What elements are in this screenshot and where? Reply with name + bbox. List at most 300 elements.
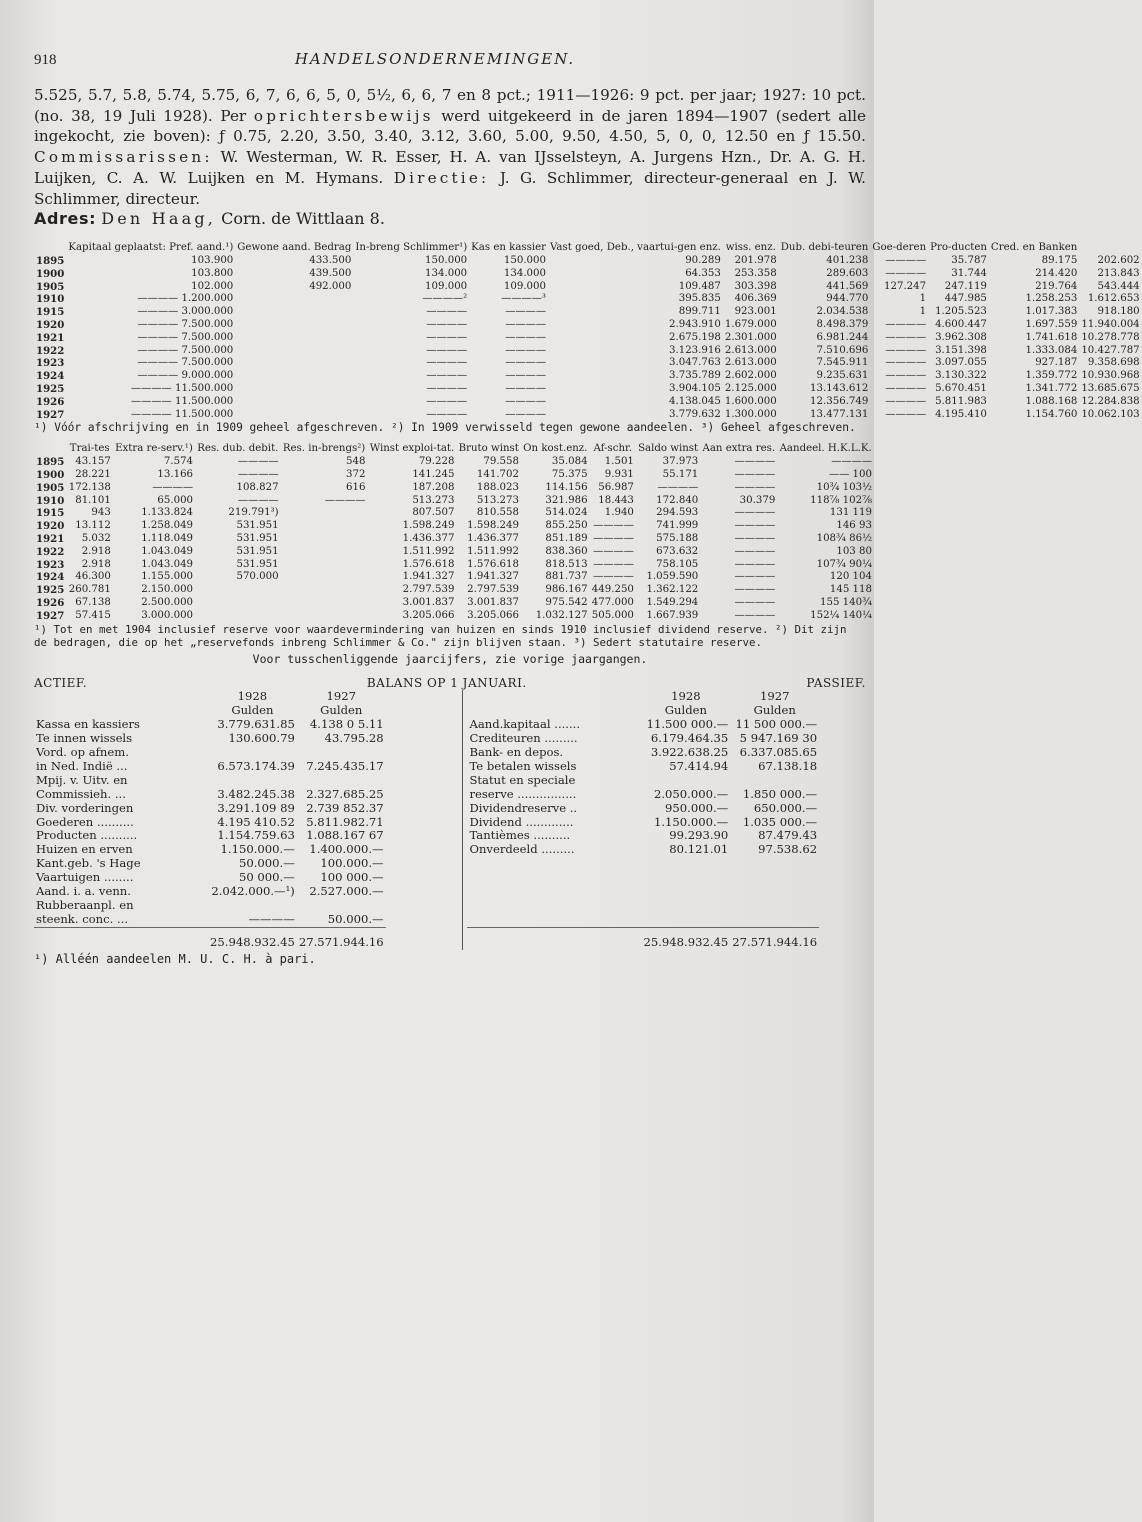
table-cell: 807.507 (412, 507, 455, 519)
table-row (34, 495, 874, 508)
passiva-cell: Dividend ............. (469, 814, 574, 829)
table-cell: 4.195.410 (935, 408, 987, 420)
table-cell: 1.359.772 (1025, 370, 1078, 382)
table-cell: 3.779.632 (669, 408, 721, 420)
table-cell: 188.023 (476, 481, 520, 493)
table-cell: ———— (734, 468, 776, 480)
passiva-cell: 6.179.464.35 (650, 731, 729, 746)
table-cell: 3.735.789 (669, 370, 721, 382)
table-cell: 2.301.000 (724, 331, 777, 343)
table-cell: 3.205.066 (402, 609, 455, 621)
table-cell: 2.918 (81, 558, 111, 570)
activa-row (34, 732, 386, 746)
activa-cell (297, 774, 386, 788)
table-cell (281, 597, 368, 610)
table-cell: ———— (505, 357, 547, 369)
table-cell: 109.000 (425, 280, 468, 292)
table-cell: ———— (734, 481, 776, 493)
table-cell: 447.985 (944, 293, 987, 305)
table-cell: ———— (734, 571, 776, 583)
capital-col-header (34, 242, 66, 255)
table-cell: 492.000 (309, 280, 352, 292)
table-cell: 2.125.000 (724, 382, 777, 394)
activa-row (34, 871, 386, 885)
table-cell: 531.951 (236, 532, 279, 544)
table-cell (235, 319, 353, 332)
intro-text-3: W. Westerman, W. R. Esser, H. A. van IJsselsteyn, A. Jurgens Hzn., Dr. A. G. H. Luijken, C. A. W. Luijken en M. Hymans. (34, 148, 866, 187)
table-row (34, 409, 1142, 422)
activa-total-1928: 25.948.932.45 (208, 927, 297, 949)
table-cell: 303.398 (734, 280, 777, 292)
table-cell: 35.084 (551, 456, 588, 468)
table-cell: 107¾ 90¼ (816, 558, 872, 570)
table-cell (235, 357, 353, 370)
passiva-cell: 5 947.169 30 (739, 731, 818, 746)
table-cell: ———— (885, 267, 927, 279)
table-cell: ———— (426, 408, 468, 420)
table-cell (235, 293, 353, 306)
table-cell (235, 332, 353, 345)
passiva-cell: 87.479.43 (758, 828, 818, 843)
activa-cell: Huizen en erven (36, 842, 133, 857)
table-cell: 1921 (36, 532, 65, 545)
passiva-cell: 2.050.000.— (653, 786, 729, 801)
activa-row (34, 788, 386, 802)
table-cell: 9.358.698 (1087, 357, 1140, 369)
table-cell: 12.356.749 (810, 395, 869, 407)
table-cell (235, 345, 353, 358)
table-cell: ———— (885, 408, 927, 420)
activa-cell: 50.000.— (327, 911, 384, 926)
passiva-unit-1928: Gulden (664, 703, 707, 718)
table-cell: 1924 (36, 571, 65, 584)
intro-text-2: werd uitgekeerd in de jaren 1894—1907 (sedert alle ingekocht, zie boven): ƒ 0.75, 2.20, 3.50, 3.40, 3.12, 3.60, 5.00, 9.50, 4.50, 5, 0, 0, 12.50 en ƒ 15.50. (34, 106, 866, 146)
table-cell: 172.840 (656, 494, 699, 506)
table-cell: 103.800 (191, 267, 234, 279)
passiva-unit-header (467, 704, 819, 718)
table-cell: 1 (919, 306, 927, 318)
table-cell: 3.962.308 (935, 331, 987, 343)
table-row (34, 396, 1142, 409)
passiva-year-1928: 1928 (671, 689, 701, 704)
table-cell: 56.987 (598, 481, 634, 493)
table-cell: 3.151.398 (935, 344, 987, 356)
table-row (34, 559, 874, 572)
table-cell: 543.444 (1097, 280, 1140, 292)
table-cell: 219.791³) (228, 507, 279, 519)
activa-unit-1927: Gulden (320, 703, 363, 718)
table-cell: 3.130.322 (935, 370, 987, 382)
table-cell: 201.978 (734, 255, 777, 267)
table-cell: 7.545.911 (816, 357, 869, 369)
table-cell: 43.157 (75, 456, 111, 468)
activa-cell: Rubberaanpl. en (36, 897, 134, 912)
table-cell: 213.843 (1097, 267, 1140, 279)
table-cell: 927.187 (1035, 357, 1078, 369)
table-cell: 37.973 (662, 456, 699, 468)
table-cell: 477.000 (591, 596, 634, 608)
table-cell: 1.133.824 (141, 507, 194, 519)
activa-cell: Vaartuigen ........ (36, 870, 134, 885)
table-cell: 118⅞ 102⅞ (810, 494, 872, 506)
table-cell: 65.000 (157, 494, 194, 506)
table-cell: 923.001 (734, 306, 777, 318)
passiva-cell: 99.293.90 (669, 828, 729, 843)
table-cell: 1926 (36, 395, 65, 408)
table-cell: 441.569 (826, 280, 869, 292)
passiva-row (467, 760, 819, 774)
table-cell: 1910 (36, 494, 65, 507)
table-cell: 1 (919, 293, 927, 305)
table-cell: 4.138.045 (669, 395, 721, 407)
table-cell: ———— (505, 408, 547, 420)
table-cell: 2.918 (81, 545, 111, 557)
activa-cell: 50 000.— (238, 870, 295, 885)
table-cell: 64.353 (685, 267, 721, 279)
table-cell: 1.612.653 (1087, 293, 1140, 305)
activa-cell: 130.600.79 (228, 731, 295, 746)
table-cell: 1.088.168 (1025, 395, 1078, 407)
table-cell: 9.235.631 (816, 370, 869, 382)
table-cell: 253.358 (734, 267, 777, 279)
table-cell: 150.000 (503, 255, 547, 267)
table-cell: 131 119 (829, 507, 872, 519)
table-cell: 1905 (36, 280, 65, 293)
table-cell: ———— 9.000.000 (137, 370, 234, 382)
table-cell: 5.811.983 (935, 395, 987, 407)
table-cell: 260.781 (68, 584, 111, 596)
table-cell: 1900 (36, 267, 65, 280)
activa-row (34, 857, 386, 871)
passiva-unit-1927: Gulden (753, 703, 796, 718)
table-cell: 944.770 (826, 293, 869, 305)
activa-row (34, 913, 386, 927)
intro-paragraph (34, 85, 866, 209)
activa-cell: 2.042.000.—¹) (211, 884, 295, 899)
table-cell: 2.602.000 (724, 370, 777, 382)
table-cell: 2.943.910 (669, 319, 721, 330)
activa-totals (34, 927, 386, 949)
table-cell: ———— (734, 609, 776, 621)
intermediate-years-note: Voor tusschenliggende jaarcijfers, zie vorige jaargangen. (252, 652, 648, 667)
table-cell: 219.764 (1035, 280, 1078, 292)
table-row (34, 383, 1142, 396)
passiva-cell: 950.000.— (665, 800, 729, 815)
table-cell: ———— (734, 520, 776, 532)
activa-cell: 7.245.435.17 (306, 758, 384, 773)
table-row (34, 319, 1142, 332)
table-row (34, 268, 1142, 281)
table-cell: 57.415 (75, 609, 111, 621)
table-cell: 1.576.618 (467, 558, 520, 570)
table-row (34, 584, 874, 597)
profit-col-header: Saldo winst (638, 443, 699, 455)
activa-rows (34, 718, 386, 927)
table-cell: 150.000 (425, 255, 468, 267)
table-cell: ———— (734, 532, 776, 544)
table-cell: ———— (885, 331, 927, 343)
table-cell: 1922 (36, 344, 65, 357)
table-cell: ———— (237, 468, 279, 480)
table-cell: 1.205.523 (935, 306, 987, 318)
table-cell: 505.000 (591, 609, 634, 621)
table-cell: ———— (734, 545, 776, 557)
table-cell: 531.951 (236, 558, 279, 570)
table-cell (281, 546, 368, 559)
table-cell: ————³ (501, 293, 547, 305)
address-street: Corn. de Wittlaan 8. (221, 209, 385, 229)
table-row (34, 507, 874, 520)
table-cell: 28.221 (75, 468, 111, 480)
table-row (34, 293, 1142, 306)
passiva-totals (467, 928, 819, 950)
activa-row (34, 816, 386, 830)
intro-oprichters: oprichtersbewijs (253, 106, 434, 125)
balance-footnote: ¹) Alléén aandeelen M. U. C. H. à pari. (34, 952, 316, 967)
table-cell: 35.787 (951, 255, 987, 267)
table-cell: ———— (426, 395, 468, 407)
table-cell: 1.941.327 (467, 571, 520, 583)
table-cell: ———— 11.500.000 (130, 408, 234, 420)
table-cell: ———— (885, 357, 927, 369)
page-number: 918 (34, 52, 57, 68)
table-cell: 1.436.377 (402, 532, 455, 544)
table-cell: 1.258.049 (141, 520, 194, 532)
table-cell: 12.284.838 (1081, 395, 1140, 407)
table-cell: 395.835 (678, 293, 721, 305)
activa-year-1928: 1928 (237, 689, 268, 704)
table-row (34, 332, 1142, 345)
profit-col-header: Aandeel. H.K.L.K. (779, 443, 872, 455)
table-cell: 1.679.000 (724, 319, 777, 330)
table-row (34, 520, 874, 533)
table-row (34, 345, 1142, 358)
table-cell: 202.602 (1097, 255, 1140, 267)
table-row (34, 482, 874, 495)
profit-col-header: On kost.enz. (523, 443, 588, 455)
table-cell: ———— (324, 494, 366, 506)
table-row (34, 610, 874, 623)
table-cell: ———— (593, 571, 634, 583)
table-cell: 3.123.916 (669, 344, 721, 356)
page-header (34, 50, 866, 69)
profit-table-body (34, 456, 874, 622)
activa-cell: 1.150.000.— (220, 842, 295, 857)
activa-cell: 4.138 0 5.11 (309, 717, 384, 732)
table-cell: 134.000 (425, 267, 468, 279)
activa-cell (297, 746, 386, 760)
table-cell: 1915 (36, 507, 65, 520)
table-cell: 3.001.837 (402, 596, 455, 608)
table-cell: ———— (426, 357, 468, 369)
table-cell: 146 93 (836, 520, 872, 532)
activa-total-1927: 27.571.944.16 (297, 927, 386, 949)
passiva-row (467, 788, 819, 802)
table-cell: 10.427.787 (1081, 344, 1140, 356)
table-cell: 1.043.049 (141, 545, 194, 557)
passiva-cell: Crediteuren ......... (469, 731, 578, 746)
activa-cell: 50.000.— (238, 856, 295, 871)
table-cell: 975.542 (545, 596, 588, 608)
table-cell: 401.238 (826, 255, 869, 267)
activa-cell: 6.573.174.39 (217, 758, 295, 773)
table-cell: 55.171 (662, 468, 699, 480)
table-row (34, 597, 874, 610)
table-cell: 1925 (36, 584, 65, 597)
activa-cell: 5.811.982.71 (306, 814, 384, 829)
profit-col-header: Bruto winst (458, 443, 519, 455)
passiva-cell: Dividendreserve .. (469, 800, 578, 815)
activa-cell: Te innen wissels (36, 731, 133, 746)
table-cell (281, 584, 368, 597)
table-cell: 1927 (36, 609, 65, 622)
table-row (34, 533, 874, 546)
table-cell: 6.981.244 (816, 331, 869, 343)
table-cell: 1.667.939 (646, 609, 699, 621)
table-cell: ———— (505, 382, 547, 394)
table-cell: ———— (734, 584, 776, 596)
activa-cell (297, 899, 386, 913)
table-cell: 1895 (36, 255, 65, 268)
table-cell: ———— 7.500.000 (137, 331, 234, 343)
table-cell: 548 (346, 456, 366, 468)
footnote-profit-table: ¹) Tot en met 1904 inclusief reserve voor waardevermindering van huizen en sinds 1910 inclusief dividend reserve. ²) Dit zijn de bedragen, die op het „reservefonds inbreng Schlimmer & Co." zijn blijven staan. ³) Sedert statutaire reserve. (34, 622, 847, 649)
table-cell (235, 409, 353, 422)
table-cell: 2.150.000 (141, 584, 194, 596)
table-cell (235, 370, 353, 383)
passiva-row (467, 746, 819, 760)
table-cell: 2.613.000 (724, 344, 777, 356)
table-cell: 531.951 (236, 520, 279, 532)
table-cell: ———— (885, 395, 927, 407)
table-cell: 1923 (36, 558, 65, 571)
table-cell: 433.500 (309, 255, 352, 267)
table-cell: 1.333.084 (1025, 344, 1078, 356)
activa-row (34, 774, 386, 788)
table-cell: 1.501 (604, 456, 634, 468)
table-cell: ———— 3.000.000 (137, 306, 234, 318)
profit-col-header: Winst exploi-tat. (369, 443, 455, 455)
table-cell: 81.101 (75, 494, 111, 506)
table-cell: 13.143.612 (810, 382, 869, 394)
table-cell: 1925 (36, 382, 65, 395)
table-cell: ———— (734, 507, 776, 519)
table-cell: ———— (505, 395, 547, 407)
table-cell: 75.375 (551, 468, 588, 480)
table-cell: 8.498.379 (816, 319, 869, 330)
table-cell: 3.047.763 (669, 357, 721, 369)
table-cell (281, 520, 368, 533)
table-cell: 13.166 (157, 468, 194, 480)
table-cell: 818.513 (545, 558, 588, 570)
table-cell: ———— 11.500.000 (130, 382, 234, 394)
table-cell (195, 584, 281, 597)
balance-title: BALANS OP 1 JANUARI. (366, 676, 527, 691)
table-cell: 1920 (36, 319, 65, 331)
table-cell: 851.189 (545, 532, 588, 544)
table-cell (195, 597, 281, 610)
passiva-cell: 1.150.000.— (653, 814, 729, 829)
address-city: Den Haag, (101, 209, 217, 229)
passiva-cell (641, 774, 730, 788)
table-cell: 134.000 (503, 267, 547, 279)
intro-directie: Directie: (393, 168, 490, 187)
table-cell: 758.105 (656, 558, 699, 570)
activa-cell: 2.739 852.37 (306, 800, 384, 815)
table-cell: 1920 (36, 520, 65, 533)
table-cell: 294.593 (656, 507, 699, 519)
table-row (34, 255, 1142, 268)
table-cell: ————² (422, 293, 468, 305)
table-cell: 289.603 (826, 267, 869, 279)
table-cell: 1921 (36, 331, 65, 344)
capital-table-header (34, 242, 1142, 255)
passiva-cell: 1.850 000.— (742, 786, 818, 801)
table-cell: 79.558 (483, 456, 520, 468)
activa-cell: 3.291.109 89 (217, 800, 295, 815)
activa-cell: Div. vorderingen (36, 800, 134, 815)
table-cell: 108.827 (236, 481, 279, 493)
activa-row (34, 885, 386, 899)
table-cell: 10.930.968 (1081, 370, 1140, 382)
table-cell: ———— (885, 255, 927, 267)
table-cell: 103.900 (191, 255, 234, 267)
table-cell: ———— (505, 319, 547, 330)
passiva-column (462, 690, 866, 950)
table-cell: 67.138 (75, 596, 111, 608)
activa-year-header (34, 690, 386, 704)
table-cell: 109.487 (678, 280, 721, 292)
table-cell: ———— (593, 532, 634, 544)
table-cell: ———— 7.500.000 (137, 357, 234, 369)
table-cell: 2.797.539 (402, 584, 455, 596)
activa-row (34, 899, 386, 913)
table-cell: 899.711 (678, 306, 721, 318)
table-cell: 1910 (36, 293, 65, 306)
table-cell: 1.598.249 (402, 520, 455, 532)
activa-row (34, 802, 386, 816)
activa-unit-header (34, 704, 386, 718)
table-cell (281, 507, 368, 520)
passiva-row (467, 816, 819, 830)
table-cell: 1.032.127 (535, 609, 588, 621)
passiva-cell: 1.035 000.— (742, 814, 818, 829)
passiva-cell: 11 500 000.— (735, 717, 818, 732)
table-cell: 109.000 (503, 280, 547, 292)
table-cell: 2.675.198 (669, 331, 721, 343)
table-cell: 18.443 (598, 494, 634, 506)
table-cell: 575.188 (656, 532, 699, 544)
activa-row (34, 829, 386, 843)
table-cell: 943 (91, 507, 111, 519)
table-cell: 11.940.004 (1081, 319, 1140, 330)
table-cell: 7.510.696 (816, 344, 869, 356)
table-cell (235, 396, 353, 409)
table-cell: 1922 (36, 545, 65, 558)
table-cell: 673.632 (656, 545, 699, 557)
table-cell: ———— (885, 344, 927, 356)
table-cell: 1.154.760 (1025, 408, 1078, 420)
table-cell: 10.278.778 (1081, 331, 1140, 343)
activa-cell: 2.327.685.25 (306, 786, 384, 801)
table-cell: 9.931 (604, 468, 634, 480)
table-row (34, 546, 874, 559)
table-cell: ———— 11.500.000 (130, 395, 234, 407)
profit-col-header: Af-schr. (593, 443, 632, 455)
table-cell: ———— (885, 319, 927, 330)
table-cell: 108¾ 86½ (816, 532, 872, 544)
profit-col-header: Extra re-serv.¹) (115, 443, 193, 455)
